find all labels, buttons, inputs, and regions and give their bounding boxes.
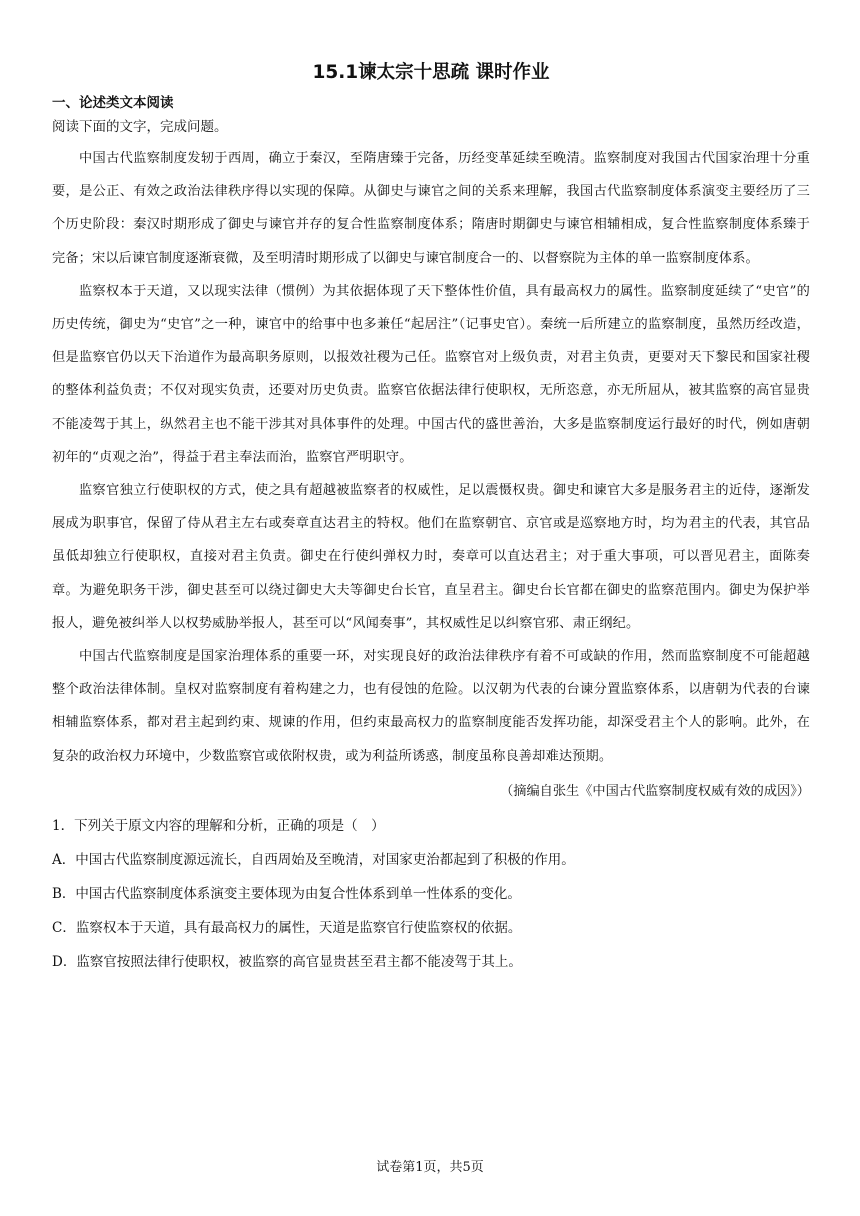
document-page: [52, 58, 810, 979]
passage-paragraph-4: 中国古代监察制度是国家治理体系的重要一环，对实现良好的政治法律秩序有着不可或缺的作用，然而监察制度不可能超越整个政治法律体制。皇权对监察制度有着构建之力，也有侵蚀的危险。以汉朝为代表的台谏分置监察体系，以唐朝为代表的台谏相辅监察体系，都对君主起到约束、规谏的作用，但约束最高权力的监察制度能否发挥功能，却深受君主个人的影响。此外，在复杂的政治权力环境中，少数监察官或依附权贵，或为利益所诱惑，制度虽称良善却难达预期。: [52, 649, 810, 764]
option-a[interactable]: A．中国古代监察制度源远流长，自西周始及至晚清，对国家吏治都起到了积极的作用。: [52, 851, 575, 868]
passage-paragraph-3: 监察官独立行使职权的方式，使之具有超越被监察者的权威性，足以震慑权贵。御史和谏官大多是服务君主的近侍，逐渐发展成为职事官，保留了侍从君主左右或奏章直达君主的特权。他们在监察朝官、京官或是巡察地方时，均为君主的代表，其官品虽低却独立行使职权，直接对君主负责。御史在行使纠弹权力时，奏章可以直达君主；对于重大事项，可以晋见君主，面陈奏章。为避免职务干涉，御史甚至可以绕过御史大夫等御史台长官，直呈君主。御史台长官都在御史的监察范围内。御史为保护举报人，避免被纠举人以权势威胁举报人，甚至可以“风闻奏事”，其权威性足以纠察官邪、肃正纲纪。: [52, 483, 810, 631]
source-citation: （摘编自张生《中国古代监察制度权威有效的成因》）: [500, 783, 810, 799]
page-title: 15.1谏太宗十思疏 课时作业: [312, 62, 550, 83]
passage-paragraph-2: 监察权本于天道，又以现实法律（惯例）为其依据体现了天下整体性价值，具有最高权力的属性。监察制度延续了“史官”的历史传统，御史为“史官”之一种，谏官中的给事中也多兼任“起居注”（记事史官）。秦统一后所建立的监察制度，虽然历经改造，但是监察官仍以天下治道作为最高职务原则，以报效社稷为己任。监察官对上级负责，对君主负责，更要对天下黎民和国家社稷的整体利益负责；不仅对现实负责，还要对历史负责。监察官依据法律行使职权，无所恣意，亦无所屈从，被其监察的高官显贵不能凌驾于其上，纵然君主也不能干涉其对具体事件的处理。中国古代的盛世善治，大多是监察制度运行最好的时代，例如唐朝初年的“贞观之治”，得益于君主奉法而治，监察官严明职守。: [52, 283, 810, 465]
page-footer: 试卷第1页，共5页: [376, 1160, 484, 1175]
option-b[interactable]: B．中国古代监察制度体系演变主要体现为由复合性体系到单一性体系的变化。: [52, 885, 521, 902]
option-d[interactable]: D．监察官按照法律行使职权，被监察的高官显贵甚至君主都不能凌驾于其上。: [52, 953, 522, 970]
passage-paragraph-1: 中国古代监察制度发轫于西周，确立于秦汉，至隋唐臻于完备，历经变革延续至晚清。监察制度对我国古代国家治理十分重要，是公正、有效之政治法律秩序得以实现的保障。从御史与谏官之间的关系来理解，我国古代监察制度体系演变主要经历了三个历史阶段：秦汉时期形成了御史与谏官并存的复合性监察制度体系；隋唐时期御史与谏官相辅相成，复合性监察制度体系臻于完备；宋以后谏官制度逐渐衰微，及至明清时期形成了以御史与谏官制度合一的、以督察院为主体的单一监察制度体系。: [52, 151, 810, 266]
section-heading: 一、论述类文本阅读: [52, 95, 174, 111]
question-1: 1．下列关于原文内容的理解和分析，正确的项是（ ）: [52, 817, 385, 834]
option-c[interactable]: C．监察权本于天道，具有最高权力的属性，天道是监察官行使监察权的依据。: [52, 919, 522, 936]
reading-instruction: 阅读下面的文字，完成问题。: [52, 119, 228, 135]
